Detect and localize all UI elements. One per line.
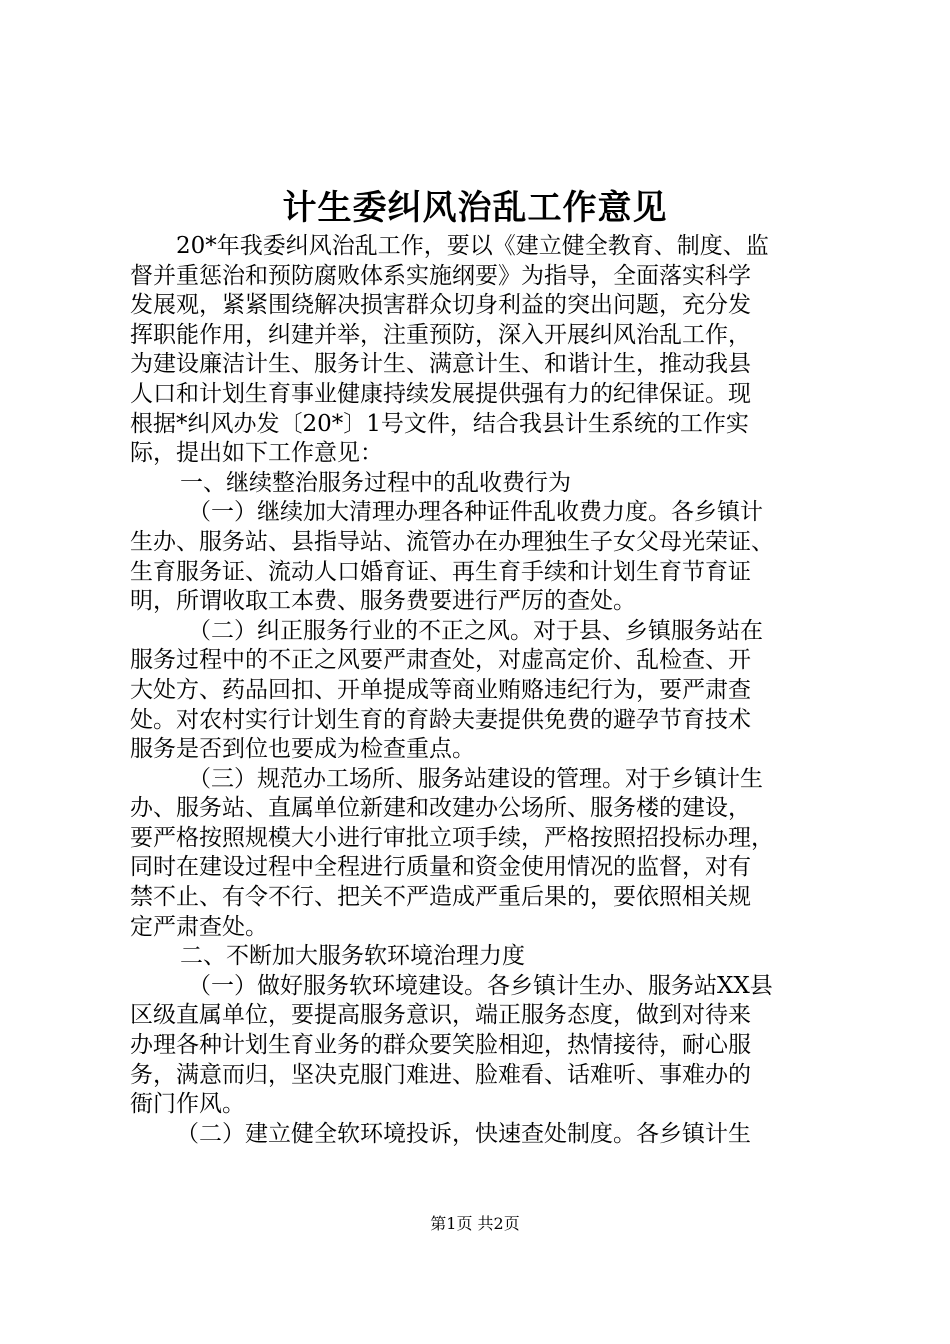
body-line: 明，所谓收取工本费、服务费要进行严厉的查处。 [130,588,636,615]
section-heading: 一、继续整治服务过程中的乱收费行为 [180,469,571,496]
section-heading: 二、不断加大服务软环境治理力度 [180,943,525,970]
body-line: （二）纠正服务行业的不正之风。对于县、乡镇服务站在 [188,617,763,644]
body-line: （一）继续加大清理办理各种证件乱收费力度。各乡镇计 [188,499,763,526]
body-line: 衙门作风。 [130,1091,245,1118]
document-title: 计生委纠风治乱工作意见 [282,188,668,228]
body-line: 人口和计划生育事业健康持续发展提供强有力的纪律保证。现 [130,380,751,407]
body-line: 为建设廉洁计生、服务计生、满意计生、和谐计生，推动我县 [130,351,751,378]
body-line: 同时在建设过程中全程进行质量和资金使用情况的监督，对有 [130,854,751,881]
body-line: 定严肃查处。 [130,913,268,940]
body-line: 生办、服务站、县指导站、流管办在办理独生子女父母光荣证、 [130,528,774,555]
body-line: 处。对农村实行计划生育的育龄夫妻提供免费的避孕节育技术 [130,706,751,733]
body-line: 发展观，紧紧围绕解决损害群众切身利益的突出问题，充分发 [130,292,751,319]
body-line: 根据*纠风办发〔20*〕1号文件，结合我县计生系统的工作实 [130,410,749,437]
body-line: （二）建立健全软环境投诉，快速查处制度。各乡镇计生 [176,1120,751,1147]
body-line: 要严格按照规模大小进行审批立项手续，严格按照招投标办理， [130,824,774,851]
body-line: 督并重惩治和预防腐败体系实施纲要》为指导，全面落实科学 [130,262,751,289]
body-line: 服务是否到位也要成为检查重点。 [130,736,475,763]
body-line: 际，提出如下工作意见： [130,440,383,467]
body-line: 办理各种计划生育业务的群众要笑脸相迎，热情接待，耐心服 [130,1032,751,1059]
document-body [130,232,830,1149]
body-line: 禁不止、有令不行、把关不严造成严重后果的，要依照相关规 [130,884,751,911]
body-line: 20*年我委纠风治乱工作，要以《建立健全教育、制度、监 [176,233,769,259]
body-line: 区级直属单位，要提高服务意识，端正服务态度，做到对待来 [130,1002,751,1029]
body-line: （三）规范办工场所、服务站建设的管理。对于乡镇计生 [188,765,763,792]
body-line: 办、服务站、直属单位新建和改建办公场所、服务楼的建设， [130,795,751,822]
body-line: （一）做好服务软环境建设。各乡镇计生办、服务站XX县 [188,972,773,999]
body-line: 务，满意而归，坚决克服门难进、脸难看、话难听、事难办的 [130,1061,751,1088]
body-line: 挥职能作用，纠建并举，注重预防，深入开展纠风治乱工作， [130,321,751,348]
page-footer: 第1页 共2页 [430,1214,520,1233]
body-line: 服务过程中的不正之风要严肃查处，对虚高定价、乱检查、开 [130,647,751,674]
body-line: 大处方、药品回扣、开单提成等商业贿赂违纪行为，要严肃查 [130,676,751,703]
body-line: 生育服务证、流动人口婚育证、再生育手续和计划生育节育证 [130,558,751,585]
